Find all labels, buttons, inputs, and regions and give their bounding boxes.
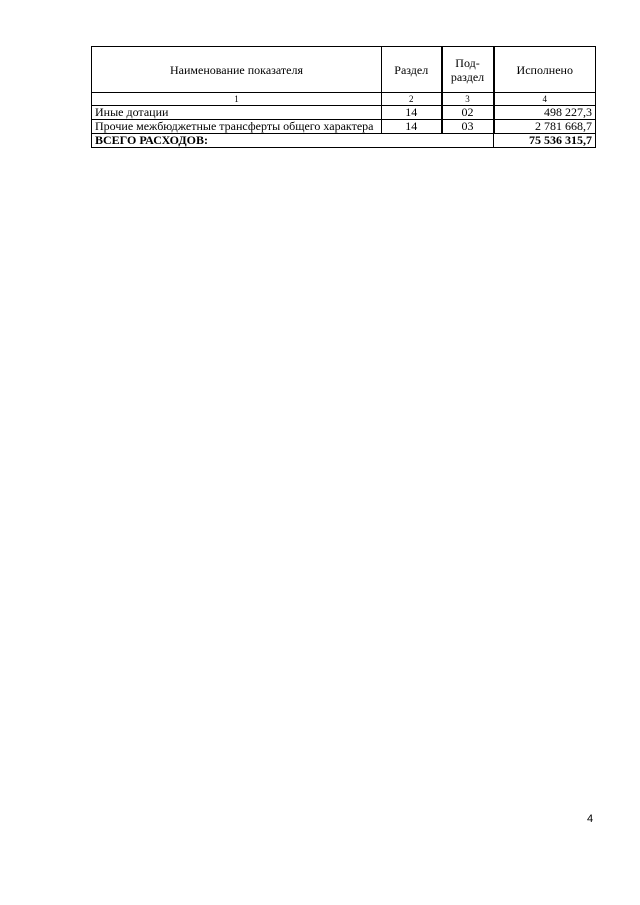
total-row [92,134,596,148]
row-indicator-name: Прочие межбюджетные трансферты общего характера [92,120,382,134]
header-indicator-name: Наименование показателя [92,47,382,93]
header-section: Раздел [382,47,442,93]
row-indicator-name: Иные дотации [92,106,382,120]
header-subsection-line2: раздел [450,69,485,84]
row-subsection: 02 [442,106,494,120]
expenditure-table [91,46,596,148]
column-number-row [92,93,596,106]
column-number: 3 [442,93,494,106]
column-number: 1 [92,93,382,106]
row-subsection: 03 [442,120,494,134]
row-executed: 2 781 668,7 [494,120,596,134]
header-executed: Исполнено [494,47,596,93]
row-executed: 498 227,3 [494,106,596,120]
row-section: 14 [382,106,442,120]
row-section: 14 [382,120,442,134]
table-header-row [92,47,596,93]
table-row [92,106,596,120]
column-number: 4 [494,93,596,106]
page-number: 4 [587,813,594,825]
header-subsection-line1: Под- [455,55,480,70]
table-row [92,120,596,134]
total-label: ВСЕГО РАСХОДОВ: [92,134,494,148]
column-number: 2 [382,93,442,106]
total-value: 75 536 315,7 [494,134,596,148]
header-subsection [442,47,494,93]
